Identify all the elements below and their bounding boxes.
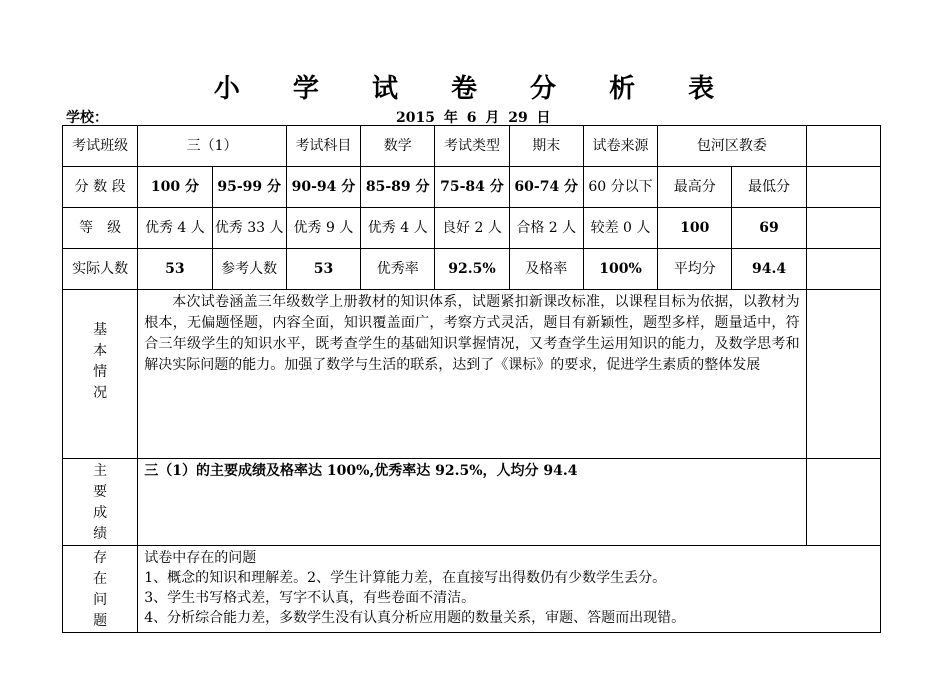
problem-line: 1、概念的知识和理解差。2、学生计算能力差，在直接写出得数仍有少数学生丢分。 xyxy=(144,570,667,586)
class-value: 三（1） xyxy=(138,126,287,167)
ref-count-label: 参考人数 xyxy=(212,249,286,290)
score-range-cell: 60-74 分 xyxy=(509,167,583,208)
basic-info-row xyxy=(63,290,881,459)
exam-date: 2015 年 6 月 29 日 xyxy=(396,110,551,126)
empty-cell xyxy=(806,459,880,546)
problem-line: 3、学生书写格式差，写字不认真，有些卷面不清洁。 xyxy=(144,590,476,606)
source-label: 试卷来源 xyxy=(583,126,657,167)
problems-text xyxy=(138,546,881,633)
max-score-value: 100 xyxy=(658,208,732,249)
basic-info-text: 本次试卷涵盖三年级数学上册教材的知识体系，试题紧扣新课改标准，以课程目标为依据，以教材为根本，无偏题怪题，内容全面，知识覆盖面广，考察方式灵活，题目有新颖性，题型多样，题量适中，符合三年级学生的知识水平，既考查学生的基础知识掌握情况，又考查学生运用知识的能力，及数学思考和解决实际问题的能力。加强了数学与生活的联系，达到了《课标》的要求，促进学生素质的整体发展 xyxy=(138,290,806,459)
excellent-rate-value: 92.5% xyxy=(435,249,509,290)
actual-count-value: 53 xyxy=(138,249,212,290)
score-range-cell: 75-84 分 xyxy=(435,167,509,208)
ref-count-value: 53 xyxy=(286,249,360,290)
main-results-text: 三（1）的主要成绩及格率达 100%,优秀率达 92.5%，人均分 94.4 xyxy=(138,459,806,546)
stats-row xyxy=(63,249,881,290)
grade-cell: 优秀 9 人 xyxy=(286,208,360,249)
score-range-label: 分 数 段 xyxy=(63,167,138,208)
min-score-value: 69 xyxy=(732,208,806,249)
empty-cell xyxy=(806,208,880,249)
grade-cell: 合格 2 人 xyxy=(509,208,583,249)
excellent-rate-label: 优秀率 xyxy=(361,249,435,290)
pass-rate-value: 100% xyxy=(583,249,657,290)
average-label: 平均分 xyxy=(658,249,732,290)
empty-cell xyxy=(806,290,880,459)
page-title: 小 学 试 卷 分 析 表 xyxy=(213,74,737,104)
actual-count-label: 实际人数 xyxy=(63,249,138,290)
grade-cell: 较差 0 人 xyxy=(583,208,657,249)
score-range-row xyxy=(63,167,881,208)
average-value: 94.4 xyxy=(732,249,806,290)
subject-value: 数学 xyxy=(361,126,435,167)
school-label: 学校： xyxy=(66,110,108,126)
class-label: 考试班级 xyxy=(63,126,138,167)
empty-cell xyxy=(806,126,880,167)
grade-cell: 良好 2 人 xyxy=(435,208,509,249)
grade-cell: 优秀 4 人 xyxy=(361,208,435,249)
grade-cell: 优秀 4 人 xyxy=(138,208,212,249)
subject-label: 考试科目 xyxy=(286,126,360,167)
type-label: 考试类型 xyxy=(435,126,509,167)
problems-row xyxy=(63,546,881,633)
type-value: 期末 xyxy=(509,126,583,167)
min-score-label: 最低分 xyxy=(732,167,806,208)
problem-line: 4、分析综合能力差，多数学生没有认真分析应用题的数量关系，审题、答题而出现错。 xyxy=(144,610,686,626)
score-range-cell: 90-94 分 xyxy=(286,167,360,208)
empty-cell xyxy=(806,249,880,290)
source-value: 包河区教委 xyxy=(658,126,807,167)
grade-cell: 优秀 33 人 xyxy=(212,208,286,249)
score-range-cell: 60 分以下 xyxy=(583,167,657,208)
score-range-cell: 100 分 xyxy=(138,167,212,208)
score-range-cell: 95-99 分 xyxy=(212,167,286,208)
grade-label: 等 级 xyxy=(63,208,138,249)
problem-line: 试卷中存在的问题 xyxy=(144,550,257,566)
pass-rate-label: 及格率 xyxy=(509,249,583,290)
main-results-label: 主 要 成 绩 xyxy=(63,459,138,546)
basic-info-label: 基 本 情 况 xyxy=(63,290,138,459)
max-score-label: 最高分 xyxy=(658,167,732,208)
main-results-row xyxy=(63,459,881,546)
analysis-table xyxy=(62,125,881,633)
grade-row xyxy=(63,208,881,249)
empty-cell xyxy=(806,167,880,208)
problems-label: 存 在 问 题 xyxy=(63,546,138,633)
score-range-cell: 85-89 分 xyxy=(361,167,435,208)
exam-info-row xyxy=(63,126,881,167)
